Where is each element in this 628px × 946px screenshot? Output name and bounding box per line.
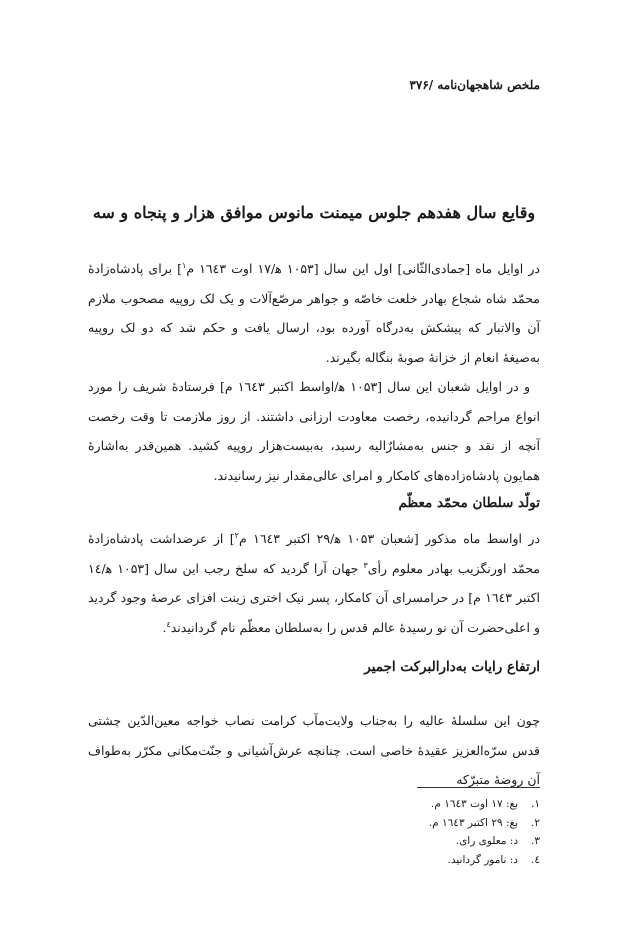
paragraph-3-part-d: . [162,619,167,635]
section-title-ajmer: ارتفاع رایات به‌دارالبرکت اجمیر [364,659,540,675]
footnote-item [429,795,540,814]
footnote-item [429,851,540,870]
running-header: ملخص شاهجهان‌نامه /۳۷۶ [409,78,540,92]
paragraph-4 [88,706,540,795]
body-text-block-1 [88,254,540,490]
footnote-text: بغ: ۱۷ اوت ۱٦٤۳ م. [431,798,518,810]
footnote-number: ۳. [531,835,540,847]
section-title-birth: تولّد سلطان محمّد معظّم [398,495,540,511]
footnote-separator [417,787,540,788]
footnote-item [429,814,540,833]
paragraph-3-part-c: جهان آرا گردید که سلخ رجب این سال [۱۰۵۳ ه‍/۱٤ اکتبر ۱٦٤۳ م] در حرامسرای آن کامکار، پسر نیک اختری زینت افزای عرصۀ وجود گردید و اعلی‌حضرت آن نو رسیدۀ عالم قدس را به‌سلطان معظّم نام گردانیدند [88,560,541,635]
body-text-block-3 [88,706,540,795]
paragraph-1 [88,254,540,372]
paragraph-2 [88,372,540,490]
footnotes-list [429,795,540,869]
paragraph-4-text: چون این سلسلۀ عالیه را به‌جناب ولایت‌مآب کرامت نصاب خواجه معین‌الدّین چشتی قدس سرّه‌العزیز عقیدۀ خاصی است. چنانچه عرش‌آشیانی و جنّت‌مکانی مکرّر به‌طواف آن روضۀ متبرّکه [88,713,540,787]
footnote-text: د: معلوی رای. [455,835,518,847]
footnote-item [429,832,540,851]
paragraph-1-part-b: ] برای پادشاه‌زادۀ محمّد شاه شجاع بهادر خلعت خاصّه و جواهر مرصّع‌آلات و یک لک روپیه مصحوب ملازم آن والاتبار که پیشکش به‌درگاه آورده بود، ارسال یافت و حکم شد که دو لک روپیه به‌صیغۀ انعام از خزانۀ صوبۀ بنگاله بگیرند. [88,261,540,365]
chapter-title: وقایع سال هفدهم جلوس میمنت مانوس موافق هزار و پنجاه و سه [92,203,536,222]
footnote-ref-2: ۲ [234,530,239,540]
footnote-number: ٤. [531,853,540,866]
body-text-block-2 [88,524,540,642]
footnote-ref-1: ۱ [182,260,187,270]
paragraph-3 [88,524,540,642]
footnote-text: د: نامور گردانید. [447,853,518,866]
paragraph-2-text: و در اوایل شعبان این سال [۱۰۵۳ ه‍/اواسط اکتبر ۱٦٤۳ م] فرستادۀ شریف را مورد انواع مراحم گردانیده، رخصت معاودت ارزانی داشتند. از روز ملازمت تا وقت رخصت آنچه از نقد و جنس به‌مشارٌالیه رسید، به‌بیست‌هزار روپیه کشید. همین‌قدر به‌اشارۀ همایون پادشاه‌زاده‌های کامکار و امرای عالی‌مقدار نیز رسانیدند. [88,379,540,483]
footnote-number: ۲. [531,816,540,829]
footnote-number: ۱. [531,798,540,810]
footnote-ref-3: ۳ [363,560,368,570]
paragraph-1-part-a: در اوایل ماه [جمادی‌الثّانی] اول این سال [۱۰۵۳ ه‍/۱۷ اوت ۱٦٤۳ م [186,261,540,276]
paragraph-3-part-a: در اواسط ماه مذکور [شعبان ۱۰۵۳ ه‍/۲۹ اکتبر ۱٦٤۳ م [238,531,541,546]
footnote-ref-4: ٤ [166,619,171,629]
footnote-text: بغ: ۲۹ اکتبر ۱٦٤۳ م. [428,816,518,829]
paragraph-3-part-b: ] از عرضداشت پادشاه‌زادۀ محمّد اورنگزیب بهادر معلوم رأی [88,531,541,576]
